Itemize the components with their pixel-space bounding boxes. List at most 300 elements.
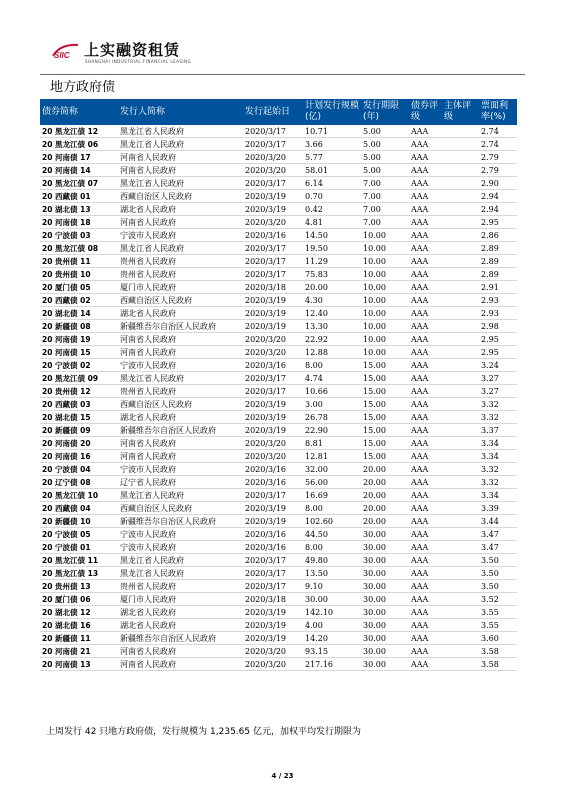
issuer-cell: 黑龙江省人民政府 [118,242,243,255]
coupon-rate-cell: 3.52 [479,593,517,606]
siic-logo-mark [52,42,82,60]
issuer-cell: 贵州省人民政府 [118,255,243,268]
term-cell: 30.00 [361,580,409,593]
bond-name-cell: 20 湖北债 16 [40,619,118,632]
issuer-rating-cell [442,606,479,619]
term-cell: 10.00 [361,307,409,320]
term-cell: 10.00 [361,320,409,333]
term-cell: 15.00 [361,450,409,463]
bond-name-cell: 20 新疆债 08 [40,320,118,333]
term-cell: 15.00 [361,411,409,424]
coupon-rate-cell: 3.34 [479,450,517,463]
issuer-rating-cell [442,424,479,437]
issue-date-cell: 2020/3/20 [243,450,303,463]
issue-date-cell: 2020/3/16 [243,476,303,489]
coupon-rate-cell: 2.90 [479,177,517,190]
issue-date-cell: 2020/3/20 [243,658,303,671]
issue-size-cell: 26.78 [303,411,361,424]
bond-rating-cell: AAA [409,372,442,385]
section-title: 地方政府债 [50,80,116,95]
term-cell: 20.00 [361,476,409,489]
bond-rating-cell: AAA [409,268,442,281]
issue-date-cell: 2020/3/17 [243,554,303,567]
bond-issuance-table [40,99,517,671]
coupon-rate-cell: 2.94 [479,190,517,203]
table-row [40,502,517,515]
table-row [40,515,517,528]
column-header: 债券简称 [40,99,118,125]
company-logo [52,38,192,72]
issue-size-cell: 12.40 [303,307,361,320]
issuer-rating-cell [442,541,479,554]
bond-rating-cell: AAA [409,554,442,567]
issue-date-cell: 2020/3/17 [243,372,303,385]
issue-size-cell: 142.10 [303,606,361,619]
issuer-rating-cell [442,177,479,190]
bond-rating-cell: AAA [409,151,442,164]
bond-rating-cell: AAA [409,190,442,203]
issue-date-cell: 2020/3/17 [243,268,303,281]
bond-name-cell: 20 黑龙江债 11 [40,554,118,567]
issue-size-cell: 10.66 [303,385,361,398]
issue-size-cell: 56.00 [303,476,361,489]
column-header: 票面利率(%) [479,99,517,125]
issue-date-cell: 2020/3/16 [243,229,303,242]
term-cell: 30.00 [361,528,409,541]
term-cell: 5.00 [361,151,409,164]
table-row [40,437,517,450]
issuer-cell: 西藏自治区人民政府 [118,190,243,203]
issuer-rating-cell [442,489,479,502]
table-row [40,619,517,632]
bond-name-cell: 20 河南债 19 [40,333,118,346]
bond-rating-cell: AAA [409,333,442,346]
issue-date-cell: 2020/3/17 [243,567,303,580]
bond-rating-cell: AAA [409,632,442,645]
issuer-cell: 新疆维吾尔自治区人民政府 [118,320,243,333]
issue-size-cell: 13.50 [303,567,361,580]
table-row [40,606,517,619]
issuer-cell: 河南省人民政府 [118,333,243,346]
issuer-rating-cell [442,320,479,333]
issue-date-cell: 2020/3/20 [243,151,303,164]
bond-rating-cell: AAA [409,658,442,671]
bond-name-cell: 20 黑龙江债 07 [40,177,118,190]
bond-rating-cell: AAA [409,229,442,242]
table-row [40,164,517,177]
issuer-rating-cell [442,502,479,515]
issuer-cell: 河南省人民政府 [118,658,243,671]
issue-date-cell: 2020/3/19 [243,632,303,645]
term-cell: 30.00 [361,567,409,580]
issuer-rating-cell [442,255,479,268]
issuer-rating-cell [442,164,479,177]
table-row [40,476,517,489]
table-row [40,190,517,203]
term-cell: 20.00 [361,515,409,528]
issuer-cell: 黑龙江省人民政府 [118,372,243,385]
issue-date-cell: 2020/3/20 [243,346,303,359]
issue-date-cell: 2020/3/19 [243,190,303,203]
issue-size-cell: 9.10 [303,580,361,593]
coupon-rate-cell: 2.93 [479,307,517,320]
term-cell: 10.00 [361,281,409,294]
bond-name-cell: 20 宁波债 05 [40,528,118,541]
bond-name-cell: 20 河南债 13 [40,658,118,671]
issuer-cell: 宁波市人民政府 [118,359,243,372]
coupon-rate-cell: 3.37 [479,424,517,437]
term-cell: 10.00 [361,346,409,359]
issuer-rating-cell [442,268,479,281]
issuer-cell: 宁波市人民政府 [118,541,243,554]
table-row [40,541,517,554]
issuer-cell: 黑龙江省人民政府 [118,138,243,151]
table-row [40,528,517,541]
table-row [40,229,517,242]
column-header: 主体评级 [442,99,479,125]
issue-date-cell: 2020/3/19 [243,515,303,528]
issuer-rating-cell [442,437,479,450]
issue-date-cell: 2020/3/17 [243,242,303,255]
table-row [40,138,517,151]
coupon-rate-cell: 3.47 [479,528,517,541]
bond-rating-cell: AAA [409,216,442,229]
coupon-rate-cell: 3.44 [479,515,517,528]
bond-name-cell: 20 西藏债 01 [40,190,118,203]
term-cell: 15.00 [361,437,409,450]
coupon-rate-cell: 3.32 [479,476,517,489]
issue-size-cell: 217.16 [303,658,361,671]
issue-size-cell: 49.80 [303,554,361,567]
issue-size-cell: 6.14 [303,177,361,190]
coupon-rate-cell: 3.32 [479,463,517,476]
issue-size-cell: 3.00 [303,398,361,411]
bond-name-cell: 20 贵州债 11 [40,255,118,268]
issue-date-cell: 2020/3/19 [243,294,303,307]
bond-rating-cell: AAA [409,320,442,333]
bond-rating-cell: AAA [409,437,442,450]
table-row [40,489,517,502]
issuer-rating-cell [442,216,479,229]
issuer-rating-cell [442,515,479,528]
issue-size-cell: 22.90 [303,424,361,437]
coupon-rate-cell: 3.27 [479,372,517,385]
bond-rating-cell: AAA [409,203,442,216]
table-row [40,359,517,372]
term-cell: 30.00 [361,632,409,645]
issue-size-cell: 4.74 [303,372,361,385]
issuer-rating-cell [442,385,479,398]
issue-date-cell: 2020/3/16 [243,541,303,554]
issuer-rating-cell [442,372,479,385]
issue-size-cell: 12.88 [303,346,361,359]
issue-date-cell: 2020/3/17 [243,385,303,398]
bond-rating-cell: AAA [409,450,442,463]
coupon-rate-cell: 3.27 [479,385,517,398]
table-row [40,242,517,255]
issuer-rating-cell [442,645,479,658]
summary-text: 上周发行 42 只地方政府债，发行规模为 1,235.65 亿元，加权平均发行期限为 [46,727,361,737]
term-cell: 10.00 [361,255,409,268]
bond-name-cell: 20 宁波债 04 [40,463,118,476]
term-cell: 30.00 [361,619,409,632]
term-cell: 10.00 [361,333,409,346]
bond-name-cell: 20 贵州债 13 [40,580,118,593]
bond-rating-cell: AAA [409,294,442,307]
issue-size-cell: 11.29 [303,255,361,268]
bond-name-cell: 20 河南债 15 [40,346,118,359]
issue-date-cell: 2020/3/16 [243,528,303,541]
bond-name-cell: 20 河南债 21 [40,645,118,658]
term-cell: 15.00 [361,424,409,437]
issuer-rating-cell [442,554,479,567]
issue-size-cell: 4.00 [303,619,361,632]
term-cell: 30.00 [361,606,409,619]
term-cell: 7.00 [361,203,409,216]
company-subtitle: SHANGHAI INDUSTRIAL FINANCIAL LEASING [85,59,192,64]
issuer-rating-cell [442,190,479,203]
coupon-rate-cell: 2.95 [479,346,517,359]
bond-rating-cell: AAA [409,307,442,320]
issuer-rating-cell [442,463,479,476]
coupon-rate-cell: 2.89 [479,268,517,281]
term-cell: 30.00 [361,658,409,671]
term-cell: 5.00 [361,125,409,138]
term-cell: 7.00 [361,216,409,229]
bond-name-cell: 20 宁波债 02 [40,359,118,372]
issuer-cell: 湖北省人民政府 [118,307,243,320]
issuer-rating-cell [442,580,479,593]
coupon-rate-cell: 3.58 [479,658,517,671]
table-row [40,177,517,190]
issue-size-cell: 5.77 [303,151,361,164]
issue-size-cell: 3.66 [303,138,361,151]
issue-size-cell: 16.69 [303,489,361,502]
issue-size-cell: 13.30 [303,320,361,333]
term-cell: 15.00 [361,385,409,398]
issuer-cell: 河南省人民政府 [118,164,243,177]
issue-date-cell: 2020/3/20 [243,333,303,346]
bond-rating-cell: AAA [409,359,442,372]
term-cell: 15.00 [361,359,409,372]
bond-rating-cell: AAA [409,346,442,359]
coupon-rate-cell: 3.50 [479,580,517,593]
bond-name-cell: 20 西藏债 02 [40,294,118,307]
issuer-cell: 厦门市人民政府 [118,593,243,606]
coupon-rate-cell: 2.89 [479,242,517,255]
table-row [40,450,517,463]
issue-date-cell: 2020/3/20 [243,164,303,177]
bond-name-cell: 20 西藏债 04 [40,502,118,515]
issuer-cell: 宁波市人民政府 [118,463,243,476]
bond-rating-cell: AAA [409,645,442,658]
coupon-rate-cell: 3.58 [479,645,517,658]
term-cell: 15.00 [361,398,409,411]
table-row [40,424,517,437]
issue-date-cell: 2020/3/19 [243,411,303,424]
term-cell: 10.00 [361,294,409,307]
bond-rating-cell: AAA [409,242,442,255]
issue-date-cell: 2020/3/17 [243,177,303,190]
coupon-rate-cell: 3.32 [479,398,517,411]
issue-date-cell: 2020/3/17 [243,138,303,151]
issuer-cell: 贵州省人民政府 [118,385,243,398]
bond-rating-cell: AAA [409,593,442,606]
bond-rating-cell: AAA [409,281,442,294]
bond-rating-cell: AAA [409,177,442,190]
issuer-cell: 湖北省人民政府 [118,411,243,424]
bond-rating-cell: AAA [409,528,442,541]
table-row [40,255,517,268]
table-row [40,346,517,359]
coupon-rate-cell: 2.79 [479,164,517,177]
issue-date-cell: 2020/3/18 [243,281,303,294]
table-row [40,645,517,658]
issue-date-cell: 2020/3/19 [243,606,303,619]
table-row [40,216,517,229]
coupon-rate-cell: 3.50 [479,554,517,567]
issue-size-cell: 14.20 [303,632,361,645]
bond-name-cell: 20 黑龙江债 06 [40,138,118,151]
bond-name-cell: 20 宁波债 03 [40,229,118,242]
coupon-rate-cell: 3.34 [479,437,517,450]
bond-rating-cell: AAA [409,398,442,411]
issuer-cell: 厦门市人民政府 [118,281,243,294]
table-row [40,125,517,138]
issuer-cell: 新疆维吾尔自治区人民政府 [118,515,243,528]
issue-size-cell: 4.30 [303,294,361,307]
table-row [40,268,517,281]
issue-size-cell: 14.50 [303,229,361,242]
issue-date-cell: 2020/3/20 [243,645,303,658]
coupon-rate-cell: 3.55 [479,606,517,619]
issuer-rating-cell [442,476,479,489]
issuer-rating-cell [442,528,479,541]
table-row [40,372,517,385]
coupon-rate-cell: 2.93 [479,294,517,307]
table-row [40,411,517,424]
issue-date-cell: 2020/3/19 [243,307,303,320]
issuer-rating-cell [442,229,479,242]
coupon-rate-cell: 3.60 [479,632,517,645]
bond-name-cell: 20 西藏债 03 [40,398,118,411]
issue-date-cell: 2020/3/17 [243,125,303,138]
issuer-rating-cell [442,294,479,307]
issue-date-cell: 2020/3/19 [243,424,303,437]
term-cell: 5.00 [361,138,409,151]
coupon-rate-cell: 2.74 [479,138,517,151]
coupon-rate-cell: 3.50 [479,567,517,580]
issuer-rating-cell [442,333,479,346]
term-cell: 20.00 [361,489,409,502]
table-row [40,333,517,346]
coupon-rate-cell: 2.91 [479,281,517,294]
bond-rating-cell: AAA [409,463,442,476]
issuer-rating-cell [442,658,479,671]
issuer-cell: 湖北省人民政府 [118,619,243,632]
issuer-cell: 河南省人民政府 [118,437,243,450]
bond-rating-cell: AAA [409,411,442,424]
issue-size-cell: 4.81 [303,216,361,229]
coupon-rate-cell: 2.79 [479,151,517,164]
column-header: 债券评级 [409,99,442,125]
bond-rating-cell: AAA [409,424,442,437]
coupon-rate-cell: 2.98 [479,320,517,333]
bond-rating-cell: AAA [409,606,442,619]
issue-date-cell: 2020/3/17 [243,489,303,502]
issuer-cell: 黑龙江省人民政府 [118,554,243,567]
coupon-rate-cell: 2.95 [479,216,517,229]
bond-rating-cell: AAA [409,476,442,489]
coupon-rate-cell: 3.32 [479,411,517,424]
issuer-cell: 湖北省人民政府 [118,606,243,619]
table-row [40,385,517,398]
issue-size-cell: 10.71 [303,125,361,138]
table-row [40,554,517,567]
table-row [40,398,517,411]
issue-size-cell: 8.00 [303,502,361,515]
issue-date-cell: 2020/3/19 [243,502,303,515]
coupon-rate-cell: 2.94 [479,203,517,216]
issuer-cell: 黑龙江省人民政府 [118,489,243,502]
issuer-cell: 黑龙江省人民政府 [118,125,243,138]
bond-rating-cell: AAA [409,125,442,138]
coupon-rate-cell: 2.89 [479,255,517,268]
coupon-rate-cell: 3.55 [479,619,517,632]
issuer-rating-cell [442,203,479,216]
issue-date-cell: 2020/3/18 [243,593,303,606]
bond-name-cell: 20 黑龙江债 10 [40,489,118,502]
bond-name-cell: 20 河南债 14 [40,164,118,177]
bond-name-cell: 20 河南债 16 [40,450,118,463]
issue-size-cell: 8.00 [303,359,361,372]
issue-date-cell: 2020/3/17 [243,580,303,593]
issue-date-cell: 2020/3/20 [243,216,303,229]
bond-rating-cell: AAA [409,541,442,554]
column-header: 发行期限(年) [361,99,409,125]
term-cell: 5.00 [361,164,409,177]
issuer-cell: 黑龙江省人民政府 [118,177,243,190]
bond-name-cell: 20 河南债 20 [40,437,118,450]
table-row [40,463,517,476]
issue-size-cell: 22.92 [303,333,361,346]
header-divider [40,74,525,75]
bond-name-cell: 20 湖北债 13 [40,203,118,216]
term-cell: 15.00 [361,372,409,385]
issuer-rating-cell [442,398,479,411]
bond-name-cell: 20 辽宁债 08 [40,476,118,489]
issuer-rating-cell [442,151,479,164]
issuer-cell: 贵州省人民政府 [118,580,243,593]
table-row [40,580,517,593]
issuer-rating-cell [442,359,479,372]
issue-date-cell: 2020/3/19 [243,203,303,216]
issuer-rating-cell [442,411,479,424]
bond-name-cell: 20 河南债 18 [40,216,118,229]
issue-size-cell: 0.70 [303,190,361,203]
company-name: 上实融资租赁 [84,41,181,59]
issuer-cell: 河南省人民政府 [118,450,243,463]
issue-size-cell: 32.00 [303,463,361,476]
issue-size-cell: 8.00 [303,541,361,554]
bond-name-cell: 20 新疆债 11 [40,632,118,645]
term-cell: 30.00 [361,554,409,567]
issuer-rating-cell [442,619,479,632]
coupon-rate-cell: 3.34 [479,489,517,502]
issuer-rating-cell [442,346,479,359]
term-cell: 20.00 [361,502,409,515]
issuer-rating-cell [442,242,479,255]
